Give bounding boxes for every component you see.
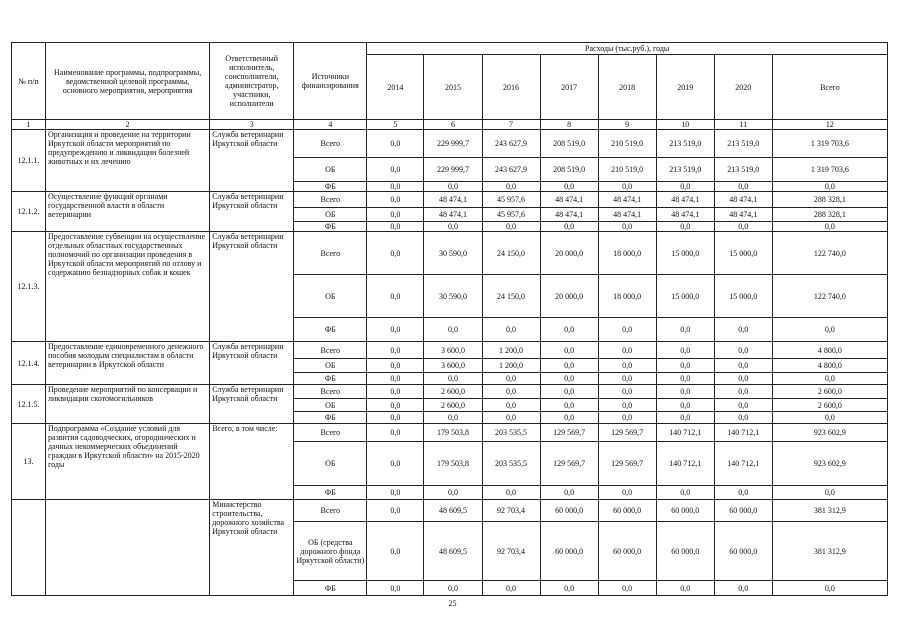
amount-cell: 179 503,8 xyxy=(424,424,482,442)
amount-cell: 0,0 xyxy=(540,318,598,342)
column-index: 4 xyxy=(294,120,367,130)
amount-cell: 48 474,1 xyxy=(598,192,656,208)
responsible-executor: Служба ветеринарии Иркутской области xyxy=(210,342,294,385)
column-index: 11 xyxy=(714,120,772,130)
amount-cell: 92 703,4 xyxy=(482,500,540,522)
header-name: Наименование программы, подпрограммы, ведомственной целевой программы, основного мероприятия, мероприятия xyxy=(46,43,210,120)
amount-cell: 20 000,0 xyxy=(540,232,598,275)
amount-cell: 0,0 xyxy=(482,486,540,500)
funding-source: ФБ xyxy=(294,412,367,424)
column-index-row xyxy=(12,120,888,130)
amount-cell: 0,0 xyxy=(367,208,424,222)
table-row xyxy=(12,342,888,359)
header-row xyxy=(12,43,888,55)
amount-cell: 60 000,0 xyxy=(714,500,772,522)
table-body xyxy=(12,130,888,596)
amount-cell: 0,0 xyxy=(772,318,887,342)
amount-cell: 381 312,9 xyxy=(772,500,887,522)
amount-cell: 0,0 xyxy=(424,318,482,342)
row-number: 13. xyxy=(12,424,46,500)
amount-cell: 1 319 703,6 xyxy=(772,158,887,182)
activity-name: Проведение мероприятий по консервации и ликвидации скотомогильников xyxy=(46,385,210,424)
activity-name: Осуществление функций органами государственной власти в области ветеринарии xyxy=(46,192,210,232)
amount-cell: 243 627,9 xyxy=(482,130,540,158)
amount-cell: 0,0 xyxy=(598,222,656,232)
amount-cell: 0,0 xyxy=(367,500,424,522)
amount-cell: 1 200,0 xyxy=(482,359,540,373)
table-row xyxy=(12,232,888,275)
amount-cell: 0,0 xyxy=(772,373,887,385)
funding-source: ФБ xyxy=(294,222,367,232)
table-header xyxy=(12,43,888,130)
amount-cell: 213 519,0 xyxy=(656,130,714,158)
amount-cell: 0,0 xyxy=(367,232,424,275)
amount-cell: 0,0 xyxy=(482,222,540,232)
column-index: 7 xyxy=(482,120,540,130)
responsible-executor: Служба ветеринарии Иркутской области xyxy=(210,130,294,192)
amount-cell: 0,0 xyxy=(424,182,482,192)
amount-cell: 0,0 xyxy=(540,222,598,232)
amount-cell: 288 328,1 xyxy=(772,192,887,208)
amount-cell: 203 535,5 xyxy=(482,424,540,442)
table-row xyxy=(12,424,888,442)
amount-cell: 48 474,1 xyxy=(540,208,598,222)
funding-source: ФБ xyxy=(294,318,367,342)
amount-cell: 0,0 xyxy=(482,373,540,385)
funding-source: ОБ xyxy=(294,359,367,373)
amount-cell: 0,0 xyxy=(367,359,424,373)
table-row xyxy=(12,385,888,399)
funding-source: ОБ xyxy=(294,275,367,318)
amount-cell: 0,0 xyxy=(482,318,540,342)
amount-cell: 229 999,7 xyxy=(424,158,482,182)
amount-cell: 0,0 xyxy=(656,385,714,399)
amount-cell: 0,0 xyxy=(656,318,714,342)
funding-source: ФБ xyxy=(294,373,367,385)
amount-cell: 60 000,0 xyxy=(598,500,656,522)
amount-cell: 213 519,0 xyxy=(714,158,772,182)
funding-source: Всего xyxy=(294,192,367,208)
amount-cell: 20 000,0 xyxy=(540,275,598,318)
activity-name: Предоставление единовременного денежного пособия молодым специалистам в области ветеринарии в Иркутской области xyxy=(46,342,210,385)
column-index: 1 xyxy=(12,120,46,130)
header-year: 2015 xyxy=(424,55,482,120)
amount-cell: 0,0 xyxy=(598,318,656,342)
amount-cell: 0,0 xyxy=(482,385,540,399)
responsible-executor: Служба ветеринарии Иркутской области xyxy=(210,232,294,342)
funding-source: ФБ xyxy=(294,581,367,596)
amount-cell: 140 712,1 xyxy=(714,442,772,486)
responsible-executor: Служба ветеринарии Иркутской области xyxy=(210,385,294,424)
amount-cell: 0,0 xyxy=(367,373,424,385)
amount-cell: 0,0 xyxy=(367,182,424,192)
amount-cell: 0,0 xyxy=(714,318,772,342)
row-number xyxy=(12,500,46,596)
amount-cell: 45 957,6 xyxy=(482,192,540,208)
amount-cell: 18 000,0 xyxy=(598,275,656,318)
amount-cell: 0,0 xyxy=(656,359,714,373)
amount-cell: 0,0 xyxy=(598,342,656,359)
amount-cell: 923 602,9 xyxy=(772,424,887,442)
amount-cell: 0,0 xyxy=(772,486,887,500)
funding-source: Всего xyxy=(294,130,367,158)
amount-cell: 0,0 xyxy=(714,581,772,596)
amount-cell: 3 600,0 xyxy=(424,342,482,359)
amount-cell: 0,0 xyxy=(540,412,598,424)
amount-cell: 0,0 xyxy=(367,385,424,399)
amount-cell: 15 000,0 xyxy=(656,232,714,275)
amount-cell: 1 319 703,6 xyxy=(772,130,887,158)
amount-cell: 92 703,4 xyxy=(482,522,540,581)
amount-cell: 0,0 xyxy=(598,412,656,424)
amount-cell: 0,0 xyxy=(598,182,656,192)
amount-cell: 48 609,5 xyxy=(424,500,482,522)
column-index: 2 xyxy=(46,120,210,130)
column-index: 9 xyxy=(598,120,656,130)
amount-cell: 208 519,0 xyxy=(540,158,598,182)
amount-cell: 60 000,0 xyxy=(540,500,598,522)
amount-cell: 1 200,0 xyxy=(482,342,540,359)
row-number: 12.1.2. xyxy=(12,192,46,232)
amount-cell: 18 000,0 xyxy=(598,232,656,275)
funding-source: Всего xyxy=(294,500,367,522)
amount-cell: 48 474,1 xyxy=(714,208,772,222)
amount-cell: 0,0 xyxy=(714,342,772,359)
funding-source: Всего xyxy=(294,232,367,275)
budget-table xyxy=(11,42,888,596)
amount-cell: 3 600,0 xyxy=(424,359,482,373)
amount-cell: 0,0 xyxy=(367,522,424,581)
amount-cell: 0,0 xyxy=(424,486,482,500)
amount-cell: 0,0 xyxy=(714,222,772,232)
header-year: 2017 xyxy=(540,55,598,120)
funding-source: ОБ xyxy=(294,399,367,412)
amount-cell: 48 474,1 xyxy=(598,208,656,222)
funding-source: Всего xyxy=(294,342,367,359)
amount-cell: 48 474,1 xyxy=(714,192,772,208)
amount-cell: 0,0 xyxy=(656,222,714,232)
header-no: № п/п xyxy=(12,43,46,120)
amount-cell: 45 957,6 xyxy=(482,208,540,222)
amount-cell: 48 609,5 xyxy=(424,522,482,581)
activity-name: Предоставление субвенции на осуществление отдельных областных государственных полномочий по организации проведения в Иркутской области мероприятий по отлову и содержанию безнадзорных собак и кошек xyxy=(46,232,210,342)
amount-cell: 0,0 xyxy=(598,373,656,385)
amount-cell: 122 740,0 xyxy=(772,275,887,318)
amount-cell: 0,0 xyxy=(656,581,714,596)
amount-cell: 4 800,0 xyxy=(772,359,887,373)
amount-cell: 923 602,9 xyxy=(772,442,887,486)
header-year: 2016 xyxy=(482,55,540,120)
amount-cell: 30 590,0 xyxy=(424,275,482,318)
amount-cell: 0,0 xyxy=(656,399,714,412)
header-year: 2018 xyxy=(598,55,656,120)
amount-cell: 15 000,0 xyxy=(656,275,714,318)
amount-cell: 2 600,0 xyxy=(772,399,887,412)
amount-cell: 0,0 xyxy=(714,373,772,385)
header-expenses: Расходы (тыс.руб.), годы xyxy=(367,43,888,55)
funding-source: ОБ (средства дорожного фонда Иркутской области) xyxy=(294,522,367,581)
amount-cell: 0,0 xyxy=(656,486,714,500)
amount-cell: 0,0 xyxy=(714,486,772,500)
amount-cell: 2 600,0 xyxy=(424,385,482,399)
responsible-executor: Служба ветеринарии Иркутской области xyxy=(210,192,294,232)
amount-cell: 0,0 xyxy=(424,373,482,385)
amount-cell: 4 800,0 xyxy=(772,342,887,359)
amount-cell: 0,0 xyxy=(367,399,424,412)
header-responsible: Ответственный исполнитель, соисполнители, администратор, участники, исполнители xyxy=(210,43,294,120)
amount-cell: 0,0 xyxy=(367,192,424,208)
amount-cell: 0,0 xyxy=(714,399,772,412)
amount-cell: 0,0 xyxy=(367,342,424,359)
row-number: 12.1.5. xyxy=(12,385,46,424)
column-index: 8 xyxy=(540,120,598,130)
amount-cell: 0,0 xyxy=(424,412,482,424)
activity-name xyxy=(46,500,210,596)
amount-cell: 288 328,1 xyxy=(772,208,887,222)
amount-cell: 0,0 xyxy=(482,399,540,412)
amount-cell: 60 000,0 xyxy=(540,522,598,581)
amount-cell: 48 474,1 xyxy=(656,208,714,222)
row-number: 12.1.1. xyxy=(12,130,46,192)
amount-cell: 210 519,0 xyxy=(598,158,656,182)
amount-cell: 129 569,7 xyxy=(540,424,598,442)
column-index: 3 xyxy=(210,120,294,130)
amount-cell: 0,0 xyxy=(367,275,424,318)
amount-cell: 0,0 xyxy=(540,581,598,596)
amount-cell: 0,0 xyxy=(772,412,887,424)
amount-cell: 60 000,0 xyxy=(656,522,714,581)
table-row xyxy=(12,130,888,158)
amount-cell: 0,0 xyxy=(598,385,656,399)
header-year: Всего xyxy=(772,55,887,120)
row-number: 12.1.3. xyxy=(12,232,46,342)
amount-cell: 0,0 xyxy=(367,130,424,158)
amount-cell: 0,0 xyxy=(656,182,714,192)
amount-cell: 0,0 xyxy=(714,412,772,424)
amount-cell: 2 600,0 xyxy=(424,399,482,412)
table-row xyxy=(12,500,888,522)
amount-cell: 140 712,1 xyxy=(656,442,714,486)
amount-cell: 0,0 xyxy=(656,373,714,385)
amount-cell: 0,0 xyxy=(772,581,887,596)
responsible-executor: Всего, в том числе: xyxy=(210,424,294,500)
page-number: 25 xyxy=(448,599,457,608)
amount-cell: 0,0 xyxy=(772,182,887,192)
amount-cell: 140 712,1 xyxy=(714,424,772,442)
funding-source: ОБ xyxy=(294,442,367,486)
funding-source: ФБ xyxy=(294,486,367,500)
amount-cell: 0,0 xyxy=(714,182,772,192)
amount-cell: 0,0 xyxy=(482,412,540,424)
activity-name: Организация и проведение на территории Иркутской области мероприятий по предупреждению и ликвидации болезней животных и их лечению xyxy=(46,130,210,192)
amount-cell: 0,0 xyxy=(367,581,424,596)
amount-cell: 243 627,9 xyxy=(482,158,540,182)
amount-cell: 0,0 xyxy=(367,442,424,486)
amount-cell: 0,0 xyxy=(540,399,598,412)
amount-cell: 140 712,1 xyxy=(656,424,714,442)
amount-cell: 0,0 xyxy=(367,424,424,442)
header-year: 2019 xyxy=(656,55,714,120)
amount-cell: 122 740,0 xyxy=(772,232,887,275)
column-index: 6 xyxy=(424,120,482,130)
amount-cell: 0,0 xyxy=(482,581,540,596)
amount-cell: 0,0 xyxy=(598,581,656,596)
amount-cell: 0,0 xyxy=(424,222,482,232)
amount-cell: 48 474,1 xyxy=(656,192,714,208)
amount-cell: 15 000,0 xyxy=(714,275,772,318)
amount-cell: 213 519,0 xyxy=(656,158,714,182)
amount-cell: 24 150,0 xyxy=(482,232,540,275)
amount-cell: 0,0 xyxy=(772,222,887,232)
amount-cell: 48 474,1 xyxy=(424,208,482,222)
amount-cell: 210 519,0 xyxy=(598,130,656,158)
amount-cell: 213 519,0 xyxy=(714,130,772,158)
amount-cell: 0,0 xyxy=(482,182,540,192)
amount-cell: 0,0 xyxy=(367,486,424,500)
amount-cell: 0,0 xyxy=(656,342,714,359)
funding-source: ОБ xyxy=(294,208,367,222)
column-index: 5 xyxy=(367,120,424,130)
amount-cell: 208 519,0 xyxy=(540,130,598,158)
amount-cell: 0,0 xyxy=(598,399,656,412)
funding-source: ФБ xyxy=(294,182,367,192)
amount-cell: 30 590,0 xyxy=(424,232,482,275)
amount-cell: 129 569,7 xyxy=(540,442,598,486)
amount-cell: 0,0 xyxy=(714,385,772,399)
amount-cell: 0,0 xyxy=(540,359,598,373)
amount-cell: 229 999,7 xyxy=(424,130,482,158)
amount-cell: 129 569,7 xyxy=(598,424,656,442)
table-row xyxy=(12,192,888,208)
amount-cell: 0,0 xyxy=(540,342,598,359)
budget-sheet xyxy=(11,42,888,596)
activity-name: Подпрограмма «Создание условий для развития садоводческих, огороднических и дачных некоммерческих объединений граждан в Иркутской области» на 2015-2020 годы xyxy=(46,424,210,500)
responsible-executor: Министерство строительства, дорожного хозяйства Иркутской области xyxy=(210,500,294,596)
amount-cell: 0,0 xyxy=(540,373,598,385)
amount-cell: 24 150,0 xyxy=(482,275,540,318)
amount-cell: 60 000,0 xyxy=(656,500,714,522)
amount-cell: 60 000,0 xyxy=(598,522,656,581)
amount-cell: 60 000,0 xyxy=(714,522,772,581)
amount-cell: 0,0 xyxy=(598,486,656,500)
funding-source: ОБ xyxy=(294,158,367,182)
amount-cell: 0,0 xyxy=(367,158,424,182)
amount-cell: 0,0 xyxy=(714,359,772,373)
amount-cell: 0,0 xyxy=(424,581,482,596)
funding-source: Всего xyxy=(294,424,367,442)
header-sources: Источники финансирования xyxy=(294,43,367,120)
amount-cell: 179 503,8 xyxy=(424,442,482,486)
header-year: 2014 xyxy=(367,55,424,120)
header-year: 2020 xyxy=(714,55,772,120)
amount-cell: 0,0 xyxy=(367,222,424,232)
amount-cell: 381 312,9 xyxy=(772,522,887,581)
amount-cell: 15 000,0 xyxy=(714,232,772,275)
row-number: 12.1.4. xyxy=(12,342,46,385)
amount-cell: 0,0 xyxy=(367,318,424,342)
amount-cell: 48 474,1 xyxy=(424,192,482,208)
amount-cell: 129 569,7 xyxy=(598,442,656,486)
amount-cell: 0,0 xyxy=(598,359,656,373)
amount-cell: 48 474,1 xyxy=(540,192,598,208)
amount-cell: 0,0 xyxy=(367,412,424,424)
column-index: 10 xyxy=(656,120,714,130)
amount-cell: 0,0 xyxy=(540,486,598,500)
funding-source: Всего xyxy=(294,385,367,399)
amount-cell: 203 535,5 xyxy=(482,442,540,486)
amount-cell: 0,0 xyxy=(540,385,598,399)
column-index: 12 xyxy=(772,120,887,130)
amount-cell: 0,0 xyxy=(656,412,714,424)
amount-cell: 2 600,0 xyxy=(772,385,887,399)
amount-cell: 0,0 xyxy=(540,182,598,192)
